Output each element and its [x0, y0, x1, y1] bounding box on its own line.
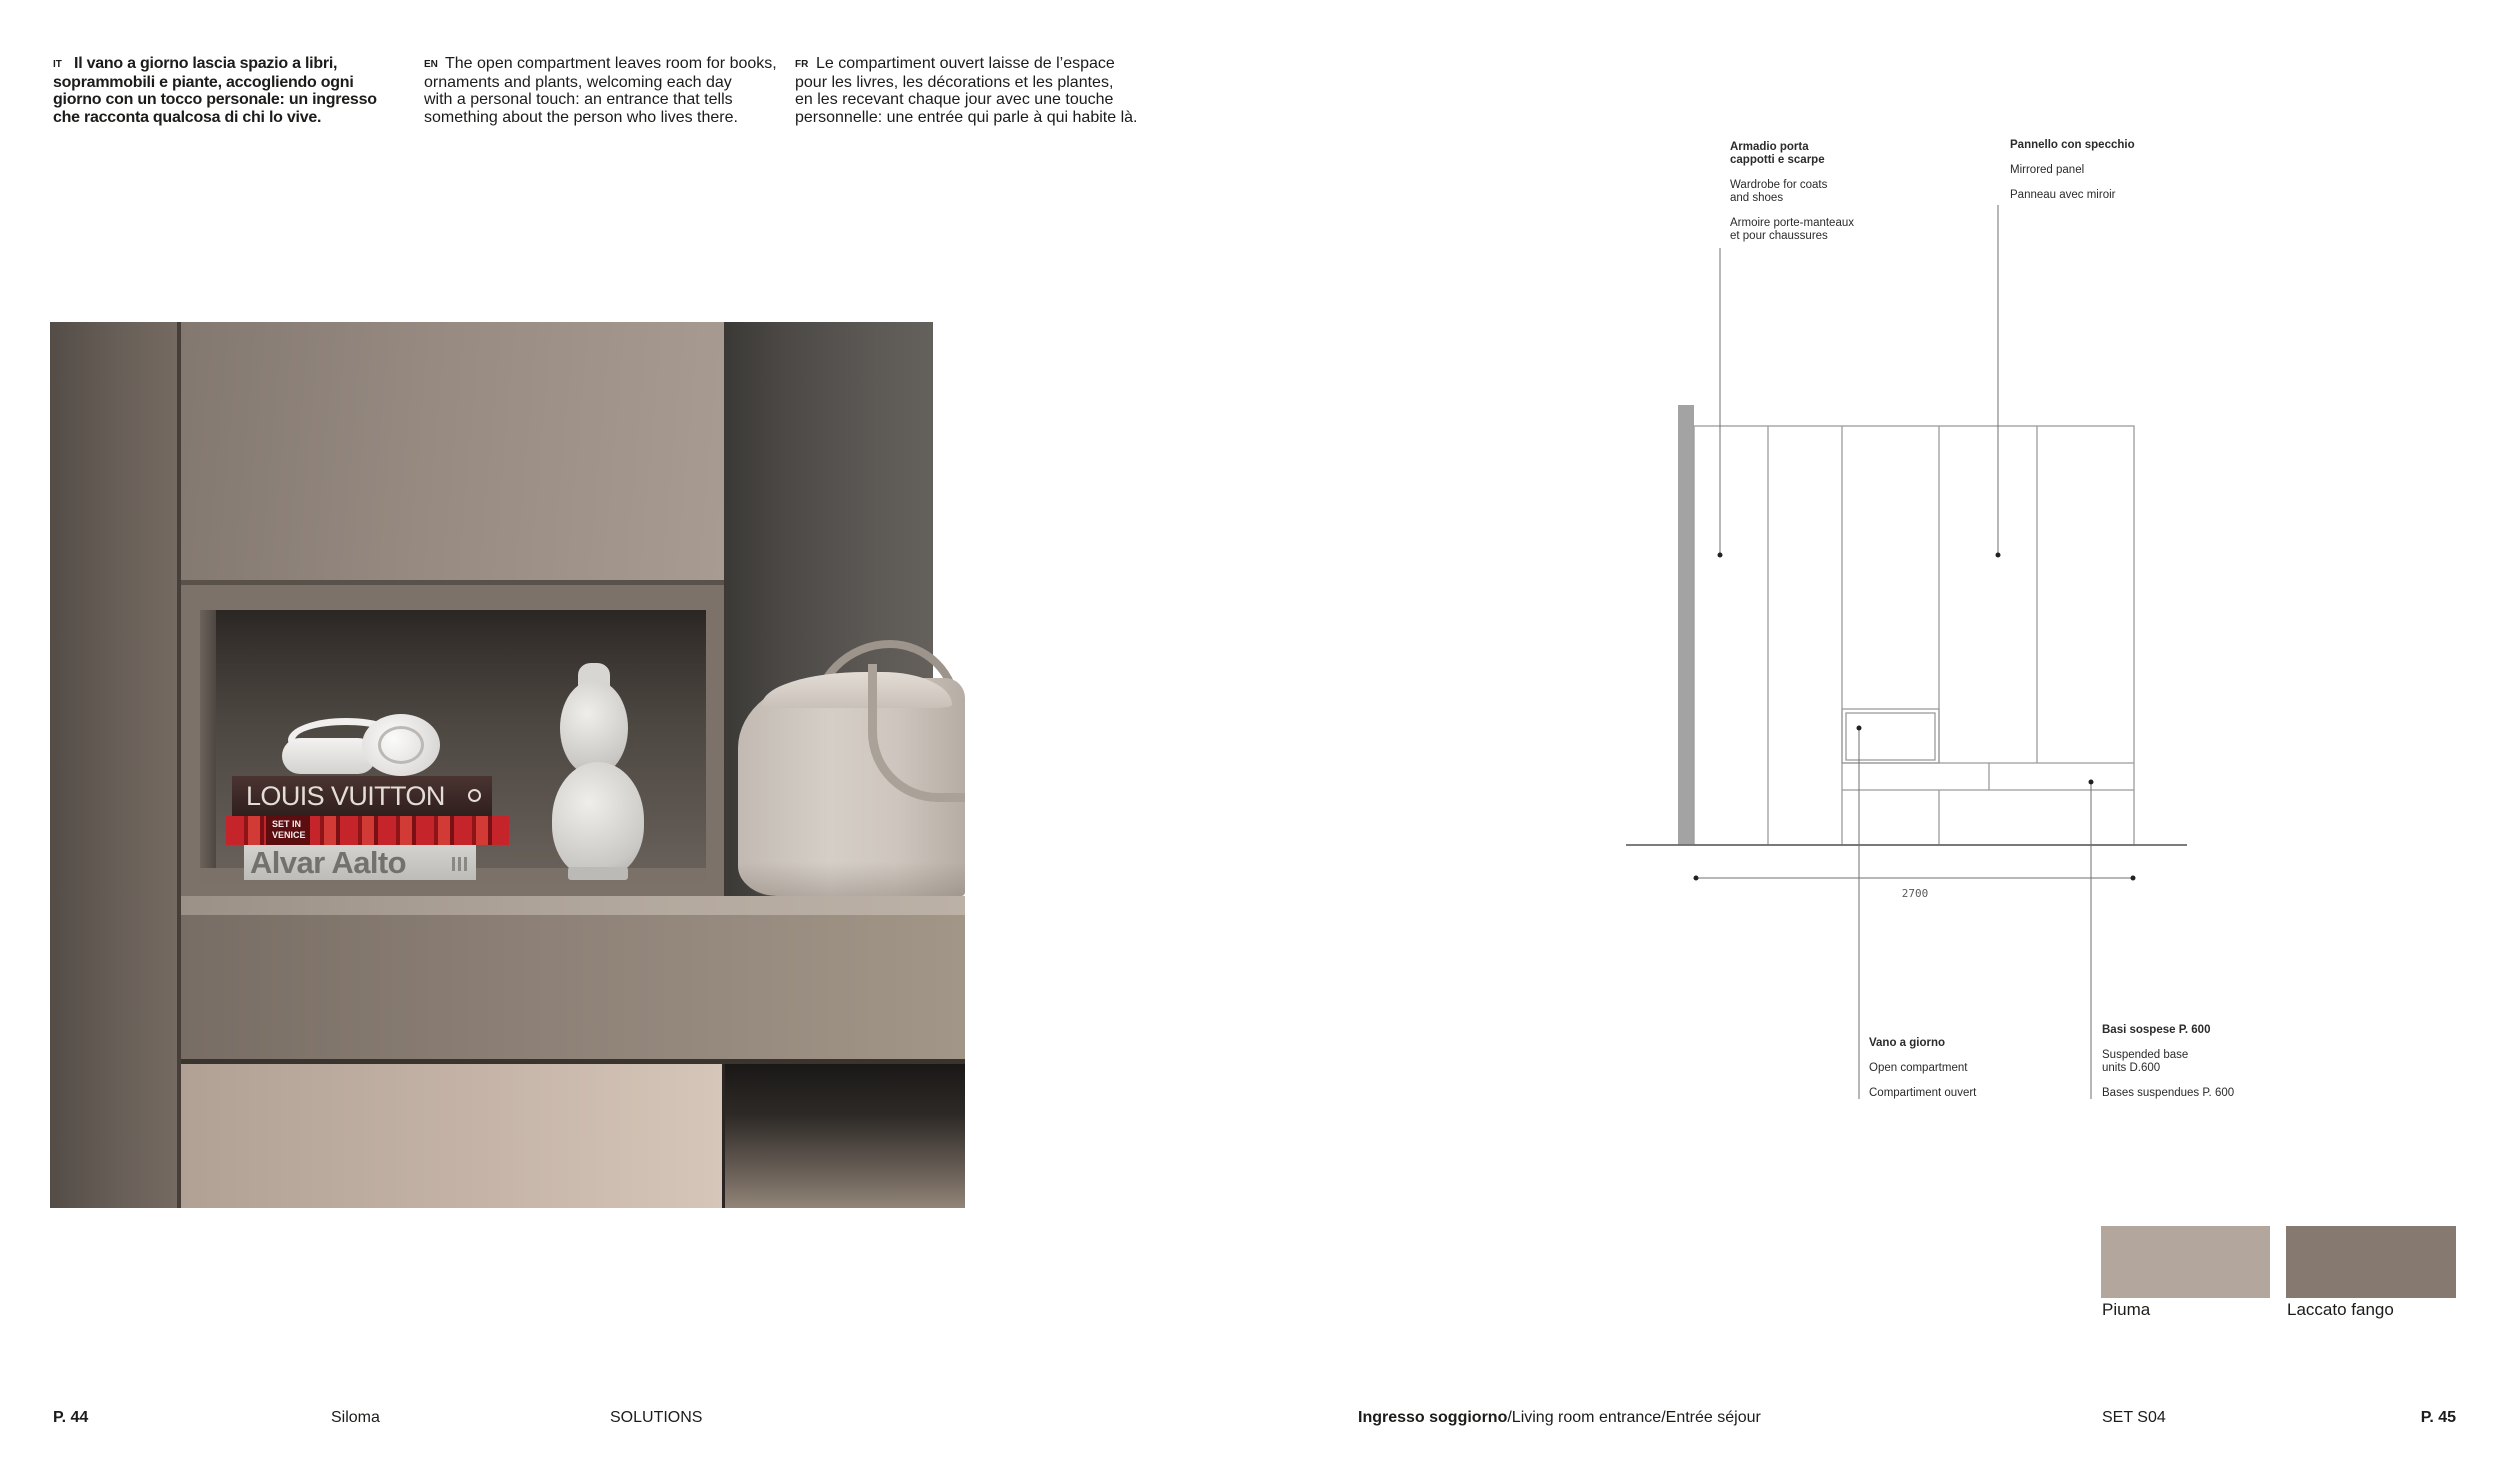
wall-section — [1678, 405, 1694, 845]
intro-fr-line-2: pour les livres, les décorations et les plantes, — [795, 73, 1114, 91]
intro-fr-line-1: Le compartiment ouvert laisse de l’espace — [816, 55, 1115, 72]
intro-line — [795, 55, 1137, 74]
book-red — [226, 816, 509, 845]
book-title: LOUIS VUITTON — [246, 781, 445, 811]
book-title: Alvar Aalto — [250, 845, 406, 880]
bag-shadow — [738, 862, 965, 896]
leader-dot — [1996, 553, 2001, 558]
book-title-line-2: VENICE — [272, 830, 306, 840]
label-open-compartment — [1869, 1037, 1976, 1100]
label-base-units — [2102, 1024, 2234, 1100]
section-name: SOLUTIONS — [610, 1409, 703, 1426]
label-it: Pannello con specchio — [2010, 139, 2135, 151]
width-dimension-label: 2700 — [1901, 887, 1929, 900]
label-en-line-1: Suspended base — [2102, 1049, 2189, 1061]
lower-door — [181, 1064, 722, 1208]
lang-tag-it: IT — [53, 59, 62, 70]
label-it-line-2: cappotti e scarpe — [1730, 154, 1825, 166]
finish-swatch-piuma — [2101, 1226, 2270, 1298]
label-fr: Panneau avec miroir — [2010, 189, 2116, 201]
side-panel — [50, 322, 177, 1208]
label-en-line-2: units D.600 — [2102, 1062, 2161, 1074]
finish-label-laccato-fango: Laccato fango — [2287, 1300, 2394, 1319]
intro-text-it — [53, 55, 377, 126]
intro-en-line-3: with a personal touch: an entrance that tells — [424, 91, 733, 109]
leader-dot — [1718, 553, 1723, 558]
finish-swatch-laccato-fango — [2286, 1226, 2456, 1298]
intro-en-line-4: something about the person who lives there. — [424, 108, 738, 126]
intro-text-fr — [795, 55, 1137, 126]
label-en: Open compartment — [1869, 1062, 1968, 1074]
wardrobe-elevation-diagram — [1600, 130, 2220, 1120]
book-logo-icon — [468, 789, 481, 802]
book-logo-icon — [452, 857, 470, 871]
label-fr-line-2: et pour chaussures — [1730, 230, 1828, 242]
book-louis-vuitton — [232, 776, 492, 816]
intro-it-line-4: che racconta qualcosa di chi lo vive. — [53, 108, 322, 126]
label-fr: Compartiment ouvert — [1869, 1087, 1977, 1099]
leader-dot — [1857, 726, 1862, 731]
book-alvar-aalto — [244, 845, 476, 880]
dimension-end-dot — [1694, 876, 1699, 881]
product-photo — [50, 322, 965, 1208]
label-panel — [2010, 139, 2135, 202]
intro-fr-line-4: personnelle: une entrée qui parle à qui habite là. — [795, 108, 1138, 126]
label-fr-line-1: Armoire porte-manteaux — [1730, 217, 1854, 229]
label-it-line-1: Armadio porta — [1730, 141, 1809, 153]
open-compartment-outline — [1842, 709, 1939, 763]
label-wardrobe — [1730, 141, 1854, 243]
intro-line — [424, 55, 777, 74]
label-fr: Bases suspendues P. 600 — [2102, 1087, 2235, 1099]
vase-base — [568, 867, 628, 880]
intro-en-line-1: The open compartment leaves room for books, — [445, 55, 777, 72]
label-en-line-2: and shoes — [1730, 192, 1784, 204]
page-number-left: P. 44 — [53, 1409, 89, 1426]
intro-it-line-1: Il vano a giorno lascia spazio a libri, — [74, 55, 338, 72]
brand-name: Siloma — [331, 1409, 380, 1426]
label-en-line-1: Wardrobe for coats — [1730, 179, 1828, 191]
leader-dot — [2089, 780, 2094, 785]
intro-text-en — [424, 55, 777, 126]
recess-side-wall — [200, 610, 216, 882]
finish-label-piuma: Piuma — [2102, 1300, 2151, 1319]
book-title-line-1: SET IN — [272, 819, 302, 829]
base-unit-drawer — [181, 915, 965, 1059]
intro-it-line-2: soprammobili e piante, accogliendo ogni — [53, 73, 354, 91]
lang-tag-en: EN — [424, 59, 438, 70]
page-title-rest: /Living room entrance/Entrée séjour — [1507, 1409, 1761, 1426]
intro-fr-line-3: en les recevant chaque jour avec une touche — [795, 91, 1114, 109]
base-unit-top — [181, 896, 965, 915]
floor-shadow — [725, 1064, 965, 1208]
page-number-right: P. 45 — [2420, 1409, 2456, 1426]
label-it: Basi sospese P. 600 — [2102, 1024, 2211, 1036]
upper-door — [181, 322, 724, 580]
dimension-end-dot — [2131, 876, 2136, 881]
page-title — [1358, 1409, 1761, 1427]
cabinet-outline — [1694, 426, 2134, 845]
headphones-cup-ring — [378, 726, 424, 764]
label-en: Mirrored panel — [2010, 164, 2085, 176]
intro-en-line-2: ornaments and plants, welcoming each day — [424, 73, 732, 91]
page-title-bold: Ingresso soggiorno — [1358, 1409, 1508, 1426]
intro-line — [53, 55, 377, 74]
book-title — [272, 819, 306, 841]
set-code: SET S04 — [2102, 1409, 2166, 1426]
vase-lower-bulb — [552, 762, 644, 878]
label-it: Vano a giorno — [1869, 1037, 1946, 1049]
lang-tag-fr: FR — [795, 59, 809, 70]
intro-it-line-3: giorno con un tocco personale: un ingresso — [53, 91, 377, 109]
